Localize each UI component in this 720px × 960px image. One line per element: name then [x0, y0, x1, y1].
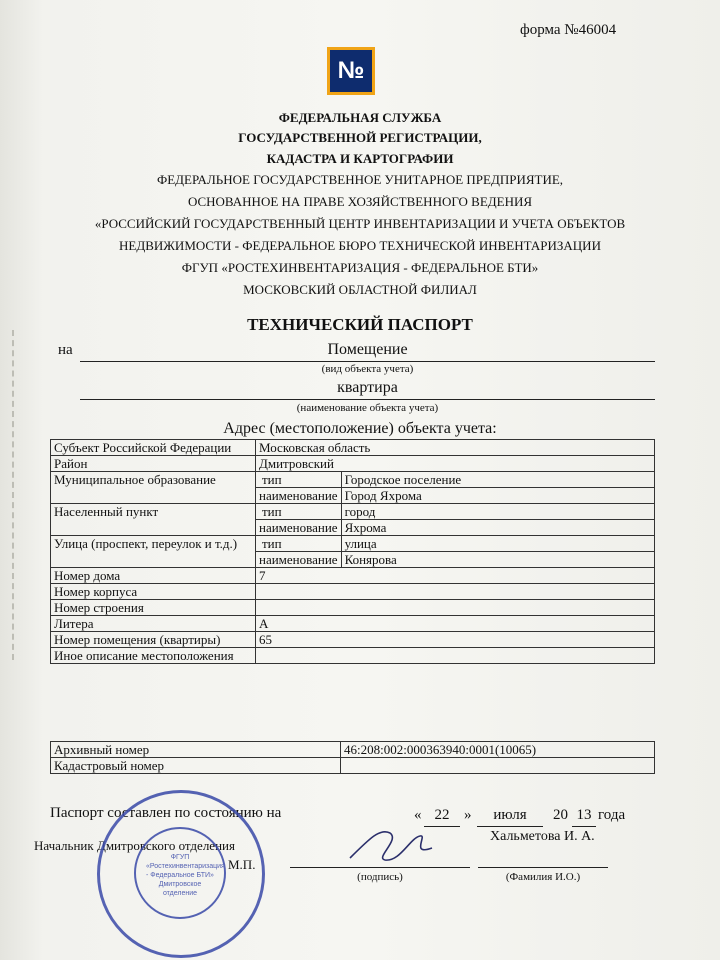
table-row [51, 440, 655, 456]
municipal-type-value: Городское поселение [341, 472, 654, 488]
header-line-5: ОСНОВАННОЕ НА ПРАВЕ ХОЗЯЙСТВЕННОГО ВЕДЕНИЯ [187, 194, 533, 209]
apartment-label: Номер помещения (квартиры) [51, 632, 256, 648]
subject-value: Московская область [256, 440, 655, 456]
date-year: 13 [576, 807, 592, 823]
signer-name: Хальметова И. А. [490, 829, 595, 844]
street-type-label: тип [256, 536, 342, 552]
district-label: Район [51, 456, 256, 472]
street-type-value: улица [341, 536, 654, 552]
street-name-value: Конярова [341, 552, 654, 568]
name-caption: (Фамилия И.О.) [505, 871, 581, 883]
compiled-label: Паспорт составлен по состоянию на [50, 805, 282, 821]
table-row [51, 648, 655, 664]
street-label: Улица (проспект, переулок и т.д.) [51, 536, 256, 568]
district-value: Дмитровский [256, 456, 655, 472]
table-row [51, 536, 655, 552]
archive-table [50, 741, 655, 774]
other-description-label: Иное описание местоположения [51, 648, 256, 664]
header-line-1: ФЕДЕРАЛЬНАЯ СЛУЖБА [278, 110, 442, 125]
binding-stitch [0, 330, 14, 660]
structure-value [256, 600, 655, 616]
table-row [51, 632, 655, 648]
table-row [51, 472, 655, 488]
cadastral-number-label: Кадастровый номер [51, 758, 341, 774]
municipal-label: Муниципальное образование [51, 472, 256, 504]
apartment-value: 65 [256, 632, 655, 648]
object-name-value: квартира [337, 379, 398, 396]
settlement-name-label: наименование [256, 520, 342, 536]
header-line-7: НЕДВИЖИМОСТИ - ФЕДЕРАЛЬНОЕ БЮРО ТЕХНИЧЕСКОЙ ИНВЕНТАРИЗАЦИИ [119, 238, 601, 253]
signature-line [290, 851, 470, 868]
document-title: ТЕХНИЧЕСКИЙ ПАСПОРТ [247, 315, 473, 334]
address-table [50, 439, 655, 664]
street-name-label: наименование [256, 552, 342, 568]
settlement-type-label: тип [256, 504, 342, 520]
header-line-6: «РОССИЙСКИЙ ГОСУДАРСТВЕННЫЙ ЦЕНТР ИНВЕНТАРИЗАЦИИ И УЧЕТА ОБЪЕКТОВ [94, 216, 626, 231]
house-label: Номер дома [51, 568, 256, 584]
structure-label: Номер строения [51, 600, 256, 616]
date-century: 20 [553, 807, 568, 823]
header-line-8: ФГУП «РОСТЕХИНВЕНТАРИЗАЦИЯ - ФЕДЕРАЛЬНОЕ БТИ» [181, 260, 539, 275]
mp-label: М.П. [228, 857, 256, 872]
settlement-name-value: Яхрома [341, 520, 654, 536]
date-day: 22 [434, 807, 450, 823]
header-line-3: КАДАСТРА И КАРТОГРАФИИ [266, 151, 454, 166]
object-name-caption: (наименование объекта учета) [296, 402, 439, 414]
chief-label: Начальник Дмитровского отделения [34, 838, 235, 853]
year-word: года [598, 807, 626, 823]
building-value [256, 584, 655, 600]
object-kind-caption: (вид объекта учета) [321, 363, 414, 375]
municipal-name-label: наименование [256, 488, 342, 504]
form-number: форма №46004 [520, 22, 617, 38]
object-kind-value: Помещение [327, 341, 408, 358]
table-row [51, 758, 655, 774]
other-description-value [256, 648, 655, 664]
header-line-4: ФЕДЕРАЛЬНОЕ ГОСУДАРСТВЕННОЕ УНИТАРНОЕ ПРЕДПРИЯТИЕ, [156, 172, 564, 187]
table-row [51, 616, 655, 632]
letter-value: А [256, 616, 655, 632]
official-stamp: ФГУП «Ростехинвентаризация - Федеральное БТИ» Дмитровское отделение [97, 790, 265, 958]
name-line [478, 851, 608, 868]
logo-icon: № [327, 47, 375, 95]
letter-label: Литера [51, 616, 256, 632]
address-heading: Адрес (местоположение) объекта учета: [223, 420, 497, 437]
table-row [51, 504, 655, 520]
municipal-type-label: тип [256, 472, 342, 488]
table-row [51, 568, 655, 584]
table-row [51, 742, 655, 758]
table-row [51, 584, 655, 600]
cadastral-number-value [341, 758, 655, 774]
date-month: июля [493, 807, 527, 823]
table-row [51, 456, 655, 472]
house-value: 7 [256, 568, 655, 584]
settlement-type-value: город [341, 504, 654, 520]
header-line-9: МОСКОВСКИЙ ОБЛАСТНОЙ ФИЛИАЛ [243, 282, 477, 297]
settlement-label: Населенный пункт [51, 504, 256, 536]
table-row [51, 600, 655, 616]
archive-number-value: 46:208:002:000363940:0001(10065) [341, 742, 655, 758]
subject-label: Субъект Российской Федерации [51, 440, 256, 456]
signature-caption: (подпись) [357, 871, 403, 883]
na-label: на [58, 342, 73, 358]
archive-number-label: Архивный номер [51, 742, 341, 758]
header-line-2: ГОСУДАРСТВЕННОЙ РЕГИСТРАЦИИ, [238, 130, 482, 145]
quote-close: » [464, 807, 472, 823]
building-label: Номер корпуса [51, 584, 256, 600]
quote-open: « [414, 807, 422, 823]
municipal-name-value: Город Яхрома [341, 488, 654, 504]
